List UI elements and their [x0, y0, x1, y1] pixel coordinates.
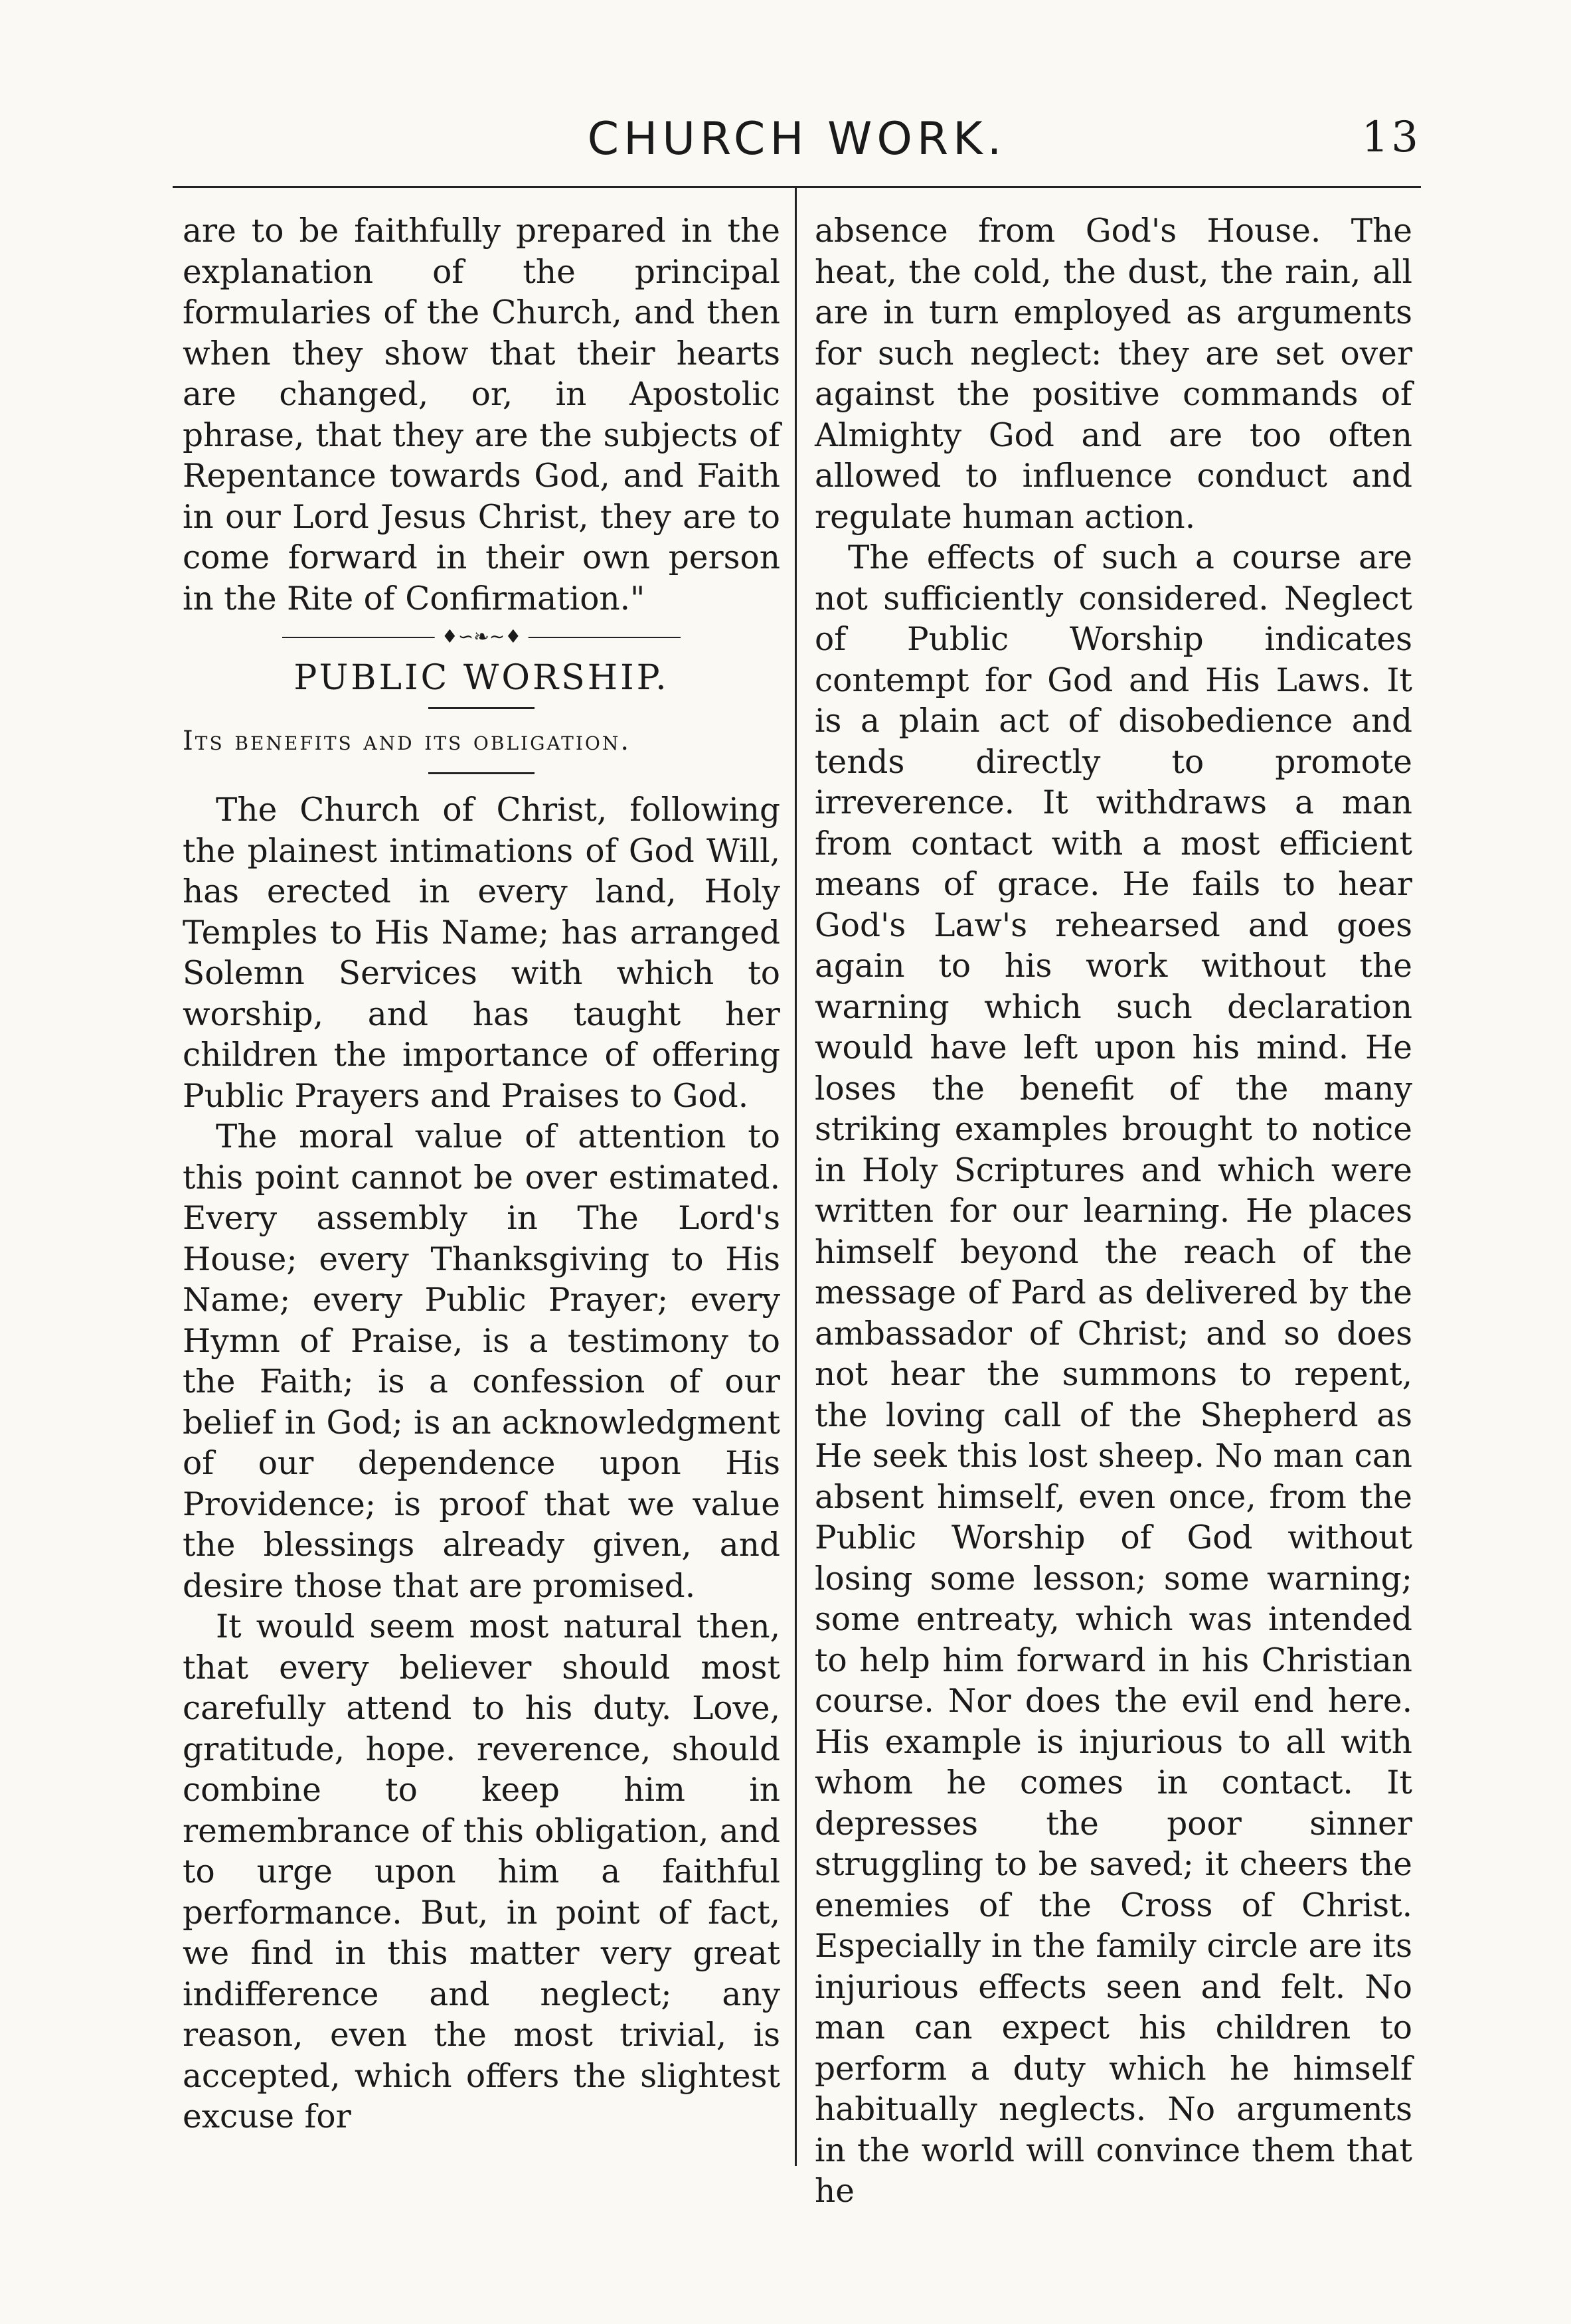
short-rule: [428, 707, 535, 709]
paragraph: The moral value of attention to this point cannot be over estimated. Every assembly in The Lord's House; every Thanksgiving to His Name; every Public Prayer; every Hymn of Praise, is a testimony to the Faith; is a confession of our belief in God; is an acknowledgment of our dependence upon His Providence; is proof that we value the blessings already given, and desire those that are promised.: [183, 1118, 780, 1605]
column-divider: [795, 187, 797, 2166]
right-column: [815, 211, 1412, 2212]
page-header: [173, 113, 1421, 186]
page-number: 13: [1361, 113, 1421, 162]
ornamental-rule: [282, 625, 681, 647]
paragraph: It would seem most natural then, that every believer should most carefully attend to his duty. Love, gratitude, hope. reverence, should combine to keep him in remembrance of this obligation, and to urge upon him a faithful performance. But, in point of fact, we find in this matter very great indifference and neglect; any reason, even the most trivial, is accepted, which offers the slightest excuse for: [183, 1608, 780, 2135]
ornament: ♦∽❧∼♦: [435, 627, 529, 647]
paragraph: The effects of such a course are not sufficiently considered. Neglect of Public Worship indicates contempt for God and His Laws. It is a plain act of disobedience and tends directly to promote irreverence. It withdraws a man from contact with a most efficient means of grace. He fails to hear God's Law's rehearsed and goes again to his work without the warning which such declaration would have left upon his mind. He loses the benefit of the many striking examples brought to notice in Holy Scriptures and which were written for our learning. He places himself beyond the reach of the message of Pard as delivered by the ambassador of Christ; and so does not hear the summons to repent, the loving call of the Shepherd as He seek this lost sheep. No man can absent himself, even once, from the Public Worship of God without losing some lesson; some warning; some entreaty, which was intended to help him forward in his Christian course. Nor does the evil end here. His example is injurious to all with whom he comes in contact. It depresses the poor sinner struggling to be saved; it cheers the enemies of the Cross of Christ. Especially in the family circle are its injurious effects seen and felt. No man can expect his children to perform a duty which he himself habitually neglects. No arguments in the world will convince them that he: [815, 539, 1412, 2210]
running-title: CHURCH WORK.: [587, 113, 1007, 165]
paragraph: absence from God's House. The heat, the cold, the dust, the rain, all are in turn employed as arguments for such neglect: they are set over against the positive commands of Almighty God and are too often allowed to influence conduct and regulate human action.: [815, 212, 1412, 536]
left-column: [183, 211, 780, 2138]
section-heading: PUBLIC WORSHIP.: [293, 658, 669, 698]
short-rule: [428, 772, 535, 774]
section-subheading: Its benefits and its obligation.: [183, 725, 631, 756]
continued-paragraph: are to be faithfully prepared in the explanation of the principal formularies of the Church, and then when they show that their hearts are changed, or, in Apostolic phrase, that they are the subjects of Repentance towards God, and Faith in our Lord Jesus Christ, they are to come forward in their own person in the Rite of Confirmation.": [183, 212, 780, 618]
paragraph: The Church of Christ, following the plainest intimations of God Will, has erected in every land, Holy Temples to His Name; has arranged Solemn Services with which to worship, and has taught her children the importance of offering Public Prayers and Praises to God.: [183, 791, 780, 1115]
header-rule: [173, 186, 1421, 188]
